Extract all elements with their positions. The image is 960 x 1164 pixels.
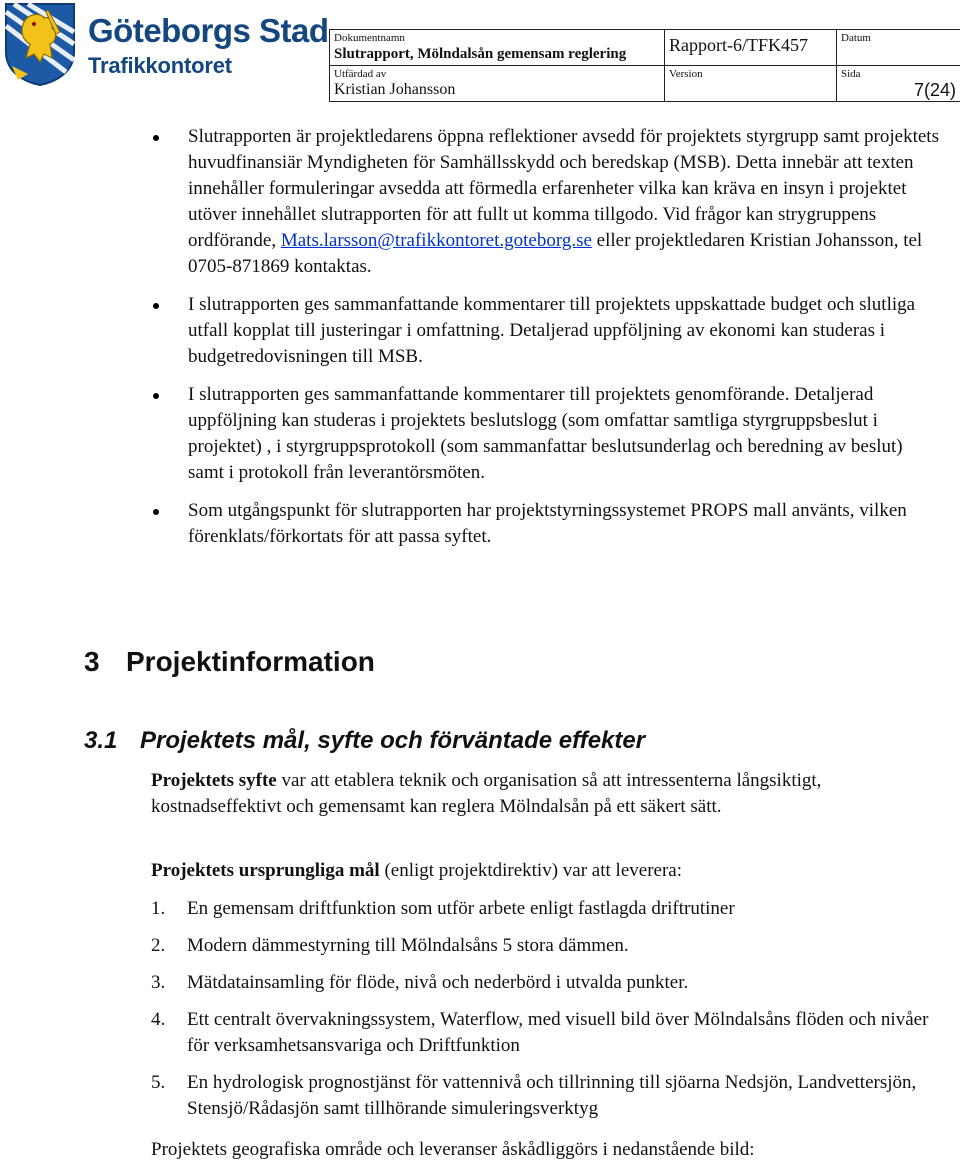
version-cell [665, 66, 837, 102]
section-number: 3 [84, 646, 100, 677]
closing-paragraph: Projektets geografiska område och leveranser åskådliggörs i nedanstående bild: [151, 1139, 755, 1160]
goal-text: Mätdatainsamling för flöde, nivå och nederbörd i utvalda punkter. [187, 972, 689, 993]
subsection-number: 3.1 [84, 727, 118, 754]
report-id-value: Rapport-6/TFK457 [669, 35, 808, 55]
doc-name-label: Dokumentnamn [334, 32, 405, 44]
list-item [150, 124, 940, 280]
bullet-icon [153, 135, 159, 141]
list-item [150, 292, 940, 370]
purpose-paragraph [151, 768, 941, 820]
doc-name-cell [330, 30, 665, 66]
page-header [0, 0, 960, 104]
goals-intro-paragraph [151, 858, 941, 884]
bullet-icon [153, 509, 159, 515]
doc-name-value: Slutrapport, Mölndalsån gemensam reglering [334, 46, 627, 62]
goal-number: 3. [151, 972, 166, 993]
goal-text: En gemensam driftfunktion som utför arbete enligt fastlagda driftrutiner [187, 898, 735, 919]
city-name: Göteborgs Stad [88, 12, 329, 49]
report-id-cell [665, 30, 837, 66]
subsection-title: Projektets mål, syfte och förväntade effekter [140, 727, 646, 754]
goal-text: Modern dämmestyrning till Mölndalsåns 5 stora dämmen. [187, 935, 629, 956]
document-meta-table [329, 29, 960, 102]
section-title: Projektinformation [126, 646, 375, 677]
goals-list [151, 896, 941, 1133]
issued-by-label: Utfärdad av [334, 68, 387, 80]
list-item [150, 498, 940, 550]
goal-number: 5. [151, 1072, 166, 1093]
list-item [151, 933, 941, 959]
bullet-icon [153, 393, 159, 399]
subsection-heading [84, 726, 645, 756]
purpose-text: var att etablera teknik och organisation så att intressenterna långsiktigt, kostnadseffektivt och gemensamt kan reglera Mölndalsån på ett säkert sätt. [151, 770, 822, 817]
goal-text: Ett centralt övervakningssystem, Waterflow, med visuell bild över Mölndalsåns flöden och nivåer för verksamhetsansvariga och Driftfunktion [187, 1009, 929, 1056]
email-link[interactable]: Mats.larsson@trafikkontoret.goteborg.se [280, 230, 592, 251]
date-label: Datum [841, 32, 871, 44]
bullet-icon [153, 303, 159, 309]
list-item [151, 1007, 941, 1059]
intro-bullet-list [150, 124, 940, 562]
goal-number: 4. [151, 1009, 166, 1030]
issued-by-value: Kristian Johansson [334, 81, 456, 98]
page-cell [837, 66, 960, 102]
bullet-text: I slutrapporten ges sammanfattande kommentarer till projektets uppskattade budget och slutliga utfall kopplat till justeringar i omfattning. Detaljerad uppföljning av ekonomi kan studeras i budgetredovisningen till MSB. [188, 294, 916, 367]
department-name: Trafikkontoret [88, 53, 232, 78]
page-label: Sida [841, 68, 861, 80]
goals-intro-text: (enligt projektdirektiv) var att leverera: [379, 860, 682, 881]
date-cell [837, 30, 960, 66]
goal-number: 2. [151, 935, 166, 956]
coat-of-arms-lion-icon [4, 2, 76, 86]
list-item [151, 896, 941, 922]
version-label: Version [669, 68, 703, 80]
goal-text: En hydrologisk prognostjänst för vattennivå och tillrinning till sjöarna Nedsjön, Landvettersjön, Stensjö/Rådasjön samt tillhörande simuleringsverktyg [187, 1072, 917, 1119]
issued-by-cell [330, 66, 665, 102]
list-item [150, 382, 940, 486]
list-item [151, 1070, 941, 1122]
goals-intro-bold: Projektets ursprungliga mål [151, 860, 380, 881]
section-heading [84, 645, 375, 679]
goal-number: 1. [151, 898, 166, 919]
bullet-text: I slutrapporten ges sammanfattande kommentarer till projektets genomförande. Detaljerad uppföljning kan studeras i projektets beslutslogg (som omfattar samtliga styrgruppsbeslut i projektet) , i styrgruppsprotokoll (som sammanfattar beslutsunderlag och beredning av beslut) samt i protokoll från leverantörsmöten. [188, 384, 903, 483]
organization-name [88, 14, 329, 77]
purpose-bold: Projektets syfte [151, 770, 277, 791]
bullet-text: Slutrapporten är projektledarens öppna reflektioner avsedd för projektets styrgrupp samt projektets huvudfinansiär Myndigheten för Samhällsskydd och beredskap (MSB). Detta innebär att texten innehåller formuleringar avsedda att förmedla erfarenheter vilka kan kräva en insyn i projektet utöver innehållet slutrapporten för att fullt ut komma tillgodo. Vid frågor kan strygruppens ordförande, [188, 126, 939, 251]
bullet-text: Som utgångspunkt för slutrapporten har projektstyrningssystemet PROPS mall använts, vilken förenklats/förkortats för att passa syftet. [188, 500, 907, 547]
list-item [151, 970, 941, 996]
page-number: 7(24) [913, 80, 956, 100]
bullet-text: eller projektledaren Kristian Johansson, tel 0705-871869 kontaktas. [188, 230, 923, 277]
